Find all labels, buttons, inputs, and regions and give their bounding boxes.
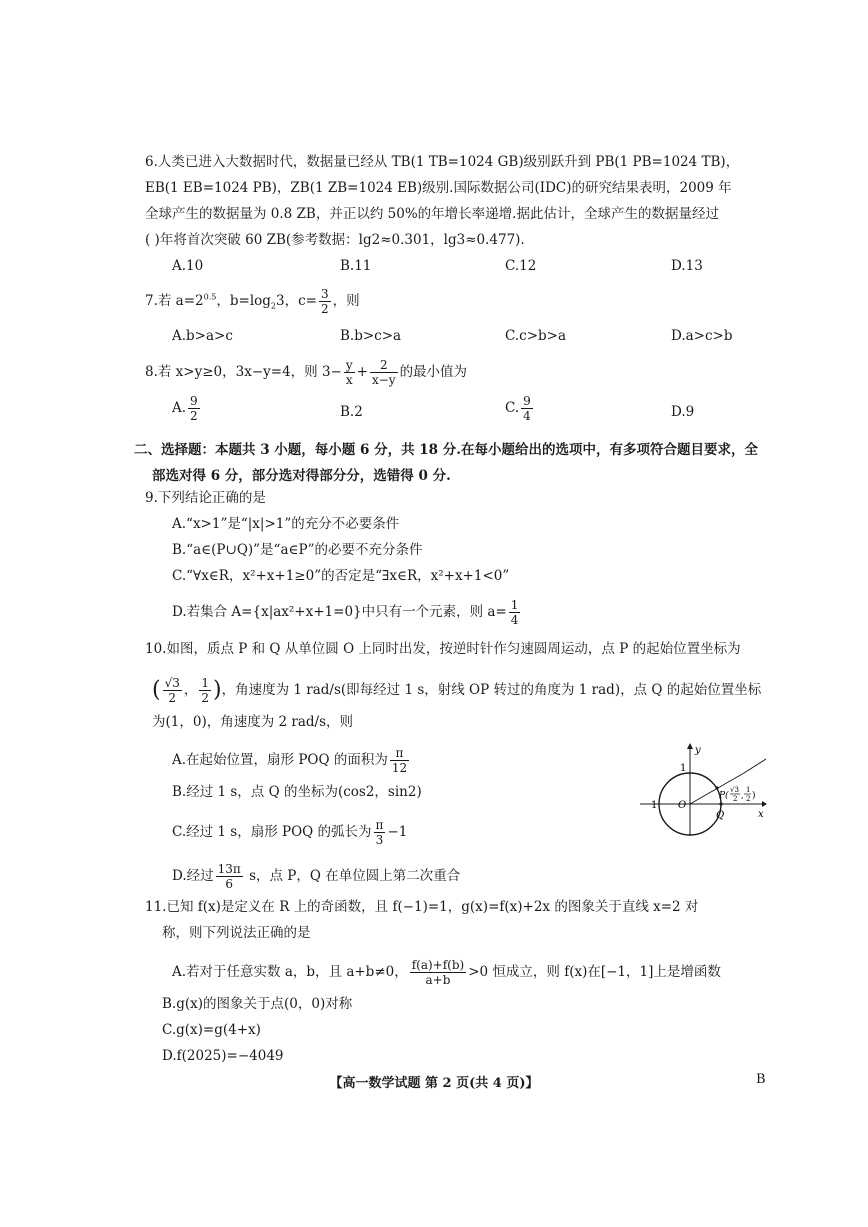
q11-line1: 11.已知 f(x)是定义在 R 上的奇函数，且 f(−1)=1，g(x)=f(x)+2x 的图象关于直线 x=2 对 (145, 899, 699, 915)
q8-option-a[interactable] (172, 394, 202, 423)
q9-option-d-den: 4 (510, 613, 519, 627)
q10-option-a-num: π (390, 746, 409, 761)
q10-option-d-den: 6 (225, 877, 234, 891)
q7-options (172, 326, 868, 346)
q8-options (172, 394, 868, 423)
q8-f1-num: y (345, 358, 353, 372)
q11-option-b[interactable]: B.g(x)的图象关于点(0，0)对称 (162, 996, 353, 1012)
q7-frac-den: 2 (320, 302, 329, 316)
q10-line3: 为(1，0)，角速度为 2 rad/s，则 (152, 714, 354, 730)
q7-subscript: 2 (270, 301, 276, 311)
p-y-den: 2 (746, 795, 751, 803)
q10-option-c-fraction (374, 818, 386, 847)
q6-line4: ( )年将首次突破 60 ZB(参考数据：lg2≈0.301，lg3≈0.477). (145, 232, 525, 248)
ray-op-extension (744, 759, 766, 773)
q8-fraction-1 (344, 358, 355, 387)
q-label: Q (716, 810, 725, 821)
q10-line1: 10.如图，质点 P 和 Q 从单位圆 O 上同时出发，按逆时针作匀速圆周运动，点 P 的起始位置坐标为 (145, 641, 741, 657)
q11-option-c[interactable]: C.g(x)=g(4+x) (162, 1022, 261, 1038)
x-axis-arrow-icon (762, 801, 767, 807)
q7-suffix: ，则 (332, 293, 360, 309)
q10-option-a[interactable] (172, 746, 411, 775)
p-x-den: 2 (733, 795, 738, 803)
q8-option-a-den: 2 (190, 409, 198, 423)
q9-option-d-num: 1 (510, 598, 519, 612)
q8-option-a-fraction (188, 394, 200, 423)
q8-option-c-fraction (521, 394, 533, 423)
q10-coord-x-den: 2 (168, 691, 177, 705)
section2-line1: 二、选择题：本题共 3 小题，每小题 6 分，共 18 分.在每小题给出的选项中，有多项符合题目要求，全 (134, 442, 758, 458)
q6-options (172, 256, 868, 276)
q7-exponent: 0.5 (203, 292, 217, 302)
q10-option-c-suffix: −1 (387, 824, 408, 840)
q10-coord-open: ( (152, 677, 161, 703)
q9-option-c[interactable]: C.“∀x∈R，x²+x+1≥0”的否定是“∃x∈R，x²+x+1<0” (172, 568, 510, 584)
q10-coord-close: ) (213, 677, 222, 703)
q6-option-d[interactable]: D.13 (671, 258, 703, 274)
q7-fraction (319, 287, 331, 316)
q8-plus: + (356, 364, 368, 380)
q6-line1: 6.人类已进入大数据时代，数据量已经从 TB(1 TB=1024 GB)级别跃升到 PB(1 PB=1024 TB)， (145, 154, 740, 170)
p-x-num: √3 (730, 786, 739, 794)
q6-line3: 全球产生的数据量为 0.8 ZB，并正以约 50%的年增长率递增.据此估计，全球产生的数据量经过 (145, 206, 719, 222)
x-axis-label: x (758, 809, 764, 820)
q8-option-d[interactable]: D.9 (671, 404, 695, 420)
q7-option-c[interactable]: C.c>b>a (505, 328, 567, 344)
q7-stem (145, 287, 360, 317)
p-y-num: 1 (746, 786, 751, 794)
q11-option-a[interactable] (172, 958, 721, 987)
q6-option-a[interactable]: A.10 (172, 258, 204, 274)
q11-option-a-den: a+b (425, 973, 451, 987)
q8-suffix: 的最小值为 (399, 364, 468, 380)
q9-option-d[interactable] (172, 598, 522, 627)
origin-label: O (678, 800, 687, 811)
unit-circle-figure (638, 738, 768, 838)
q10-coord-y (199, 676, 211, 705)
q7-mid2: 3，c= (276, 293, 317, 309)
q10-option-c-prefix: C.经过 1 s，扇形 POQ 的弧长为 (172, 824, 372, 840)
q10-option-d-suffix: s，点 P，Q 在单位圆上第二次重合 (244, 868, 461, 884)
q10-coord-y-num: 1 (201, 676, 210, 690)
p-comma: , (741, 791, 744, 800)
q6-option-b[interactable]: B.11 (340, 258, 372, 274)
q8-fraction-2 (370, 358, 398, 387)
q10-option-b[interactable]: B.经过 1 s，点 Q 的坐标为(cos2，sin2) (172, 784, 422, 800)
paper-version-letter: B (756, 1072, 766, 1087)
q7-option-d[interactable]: D.a>c>b (671, 328, 733, 344)
q8-prefix: 8.若 x>y≥0，3x−y=4，则 3− (145, 364, 342, 380)
q11-line2: 称，则下列说法正确的是 (162, 925, 311, 941)
q10-coord-x (163, 676, 182, 705)
q7-prefix: 7.若 a=2 (145, 293, 204, 309)
page-footer: 【高一数学试题 第 2 页(共 4 页)】 (329, 1076, 539, 1091)
q8-option-a-label: A. (172, 400, 187, 416)
section2-line2: 部选对得 6 分，部分选对得部分分，选错得 0 分. (152, 468, 451, 484)
p-close-paren: ) (752, 791, 756, 801)
q11-option-a-prefix: A.若对于任意实数 a，b，且 a+b≠0， (172, 964, 408, 980)
q10-option-c[interactable] (172, 818, 407, 847)
q10-option-c-den: 3 (375, 833, 384, 847)
y-axis-arrow-icon (687, 743, 693, 749)
q6-option-c[interactable]: C.12 (505, 258, 537, 274)
q10-option-a-prefix: A.在起始位置，扇形 POQ 的面积为 (172, 752, 388, 768)
q7-option-b[interactable]: B.b>c>a (340, 328, 402, 344)
q10-option-a-fraction (390, 746, 409, 775)
q10-option-d-prefix: D.经过 (172, 868, 214, 884)
q10-option-d-num: 13π (217, 862, 241, 876)
q9-option-a[interactable]: A.“x>1”是“|x|>1”的充分不必要条件 (172, 516, 400, 532)
q10-option-d[interactable] (172, 862, 460, 891)
q8-option-c-den: 4 (523, 409, 531, 423)
q10-option-c-num: π (375, 818, 384, 832)
tick-label-left: 1 (651, 800, 658, 811)
q10-line2-rest: ，角速度为 1 rad/s(即每经过 1 s，射线 OP 转过的角度为 1 rad)，点 Q 的起始位置坐标 (221, 682, 762, 698)
q10-coord-x-num: √3 (164, 676, 180, 690)
q8-f1-den: x (345, 373, 353, 387)
q11-option-a-num: f(a)+f(b) (411, 958, 465, 972)
tick-label-top: 1 (680, 763, 687, 774)
q11-option-d[interactable]: D.f(2025)=−4049 (162, 1048, 284, 1064)
q8-stem (145, 358, 467, 387)
q8-option-c[interactable] (505, 394, 535, 423)
q8-option-b[interactable]: B.2 (340, 404, 363, 420)
q7-option-a[interactable]: A.b>a>c (172, 328, 233, 344)
q9-stem: 9.下列结论正确的是 (145, 490, 266, 506)
q9-option-d-prefix: D.若集合 A={x|ax²+x+1=0}中只有一个元素，则 a= (172, 604, 507, 620)
q10-coord-comma: ， (183, 682, 198, 698)
point-q (719, 802, 722, 805)
q8-option-a-num: 9 (190, 394, 198, 408)
q10-option-d-fraction (216, 862, 243, 891)
y-axis-label: y (695, 745, 701, 756)
q8-f2-den: x−y (371, 373, 396, 387)
q10-line2 (152, 676, 761, 705)
q8-f2-num: 2 (370, 358, 398, 373)
point-p (715, 786, 718, 789)
q7-mid: ，b=log (216, 293, 271, 309)
q6-line2: EB(1 EB=1024 PB)，ZB(1 ZB=1024 EB)级别.国际数据公司(IDC)的研究结果表明，2009 年 (145, 180, 732, 196)
q8-option-c-num: 9 (523, 394, 531, 408)
q9-option-d-fraction (509, 598, 521, 627)
p-label: P( (719, 791, 729, 801)
q11-option-a-suffix: >0 恒成立，则 f(x)在[−1，1]上是增函数 (468, 964, 721, 980)
q8-option-c-label: C. (505, 400, 520, 416)
q9-option-b[interactable]: B.“a∈(P∪Q)”是“a∈P”的必要不充分条件 (172, 542, 423, 558)
q10-option-a-den: 12 (391, 761, 408, 775)
q7-frac-num: 3 (320, 287, 329, 301)
q10-coord-y-den: 2 (201, 691, 210, 705)
q11-option-a-fraction (410, 958, 467, 987)
